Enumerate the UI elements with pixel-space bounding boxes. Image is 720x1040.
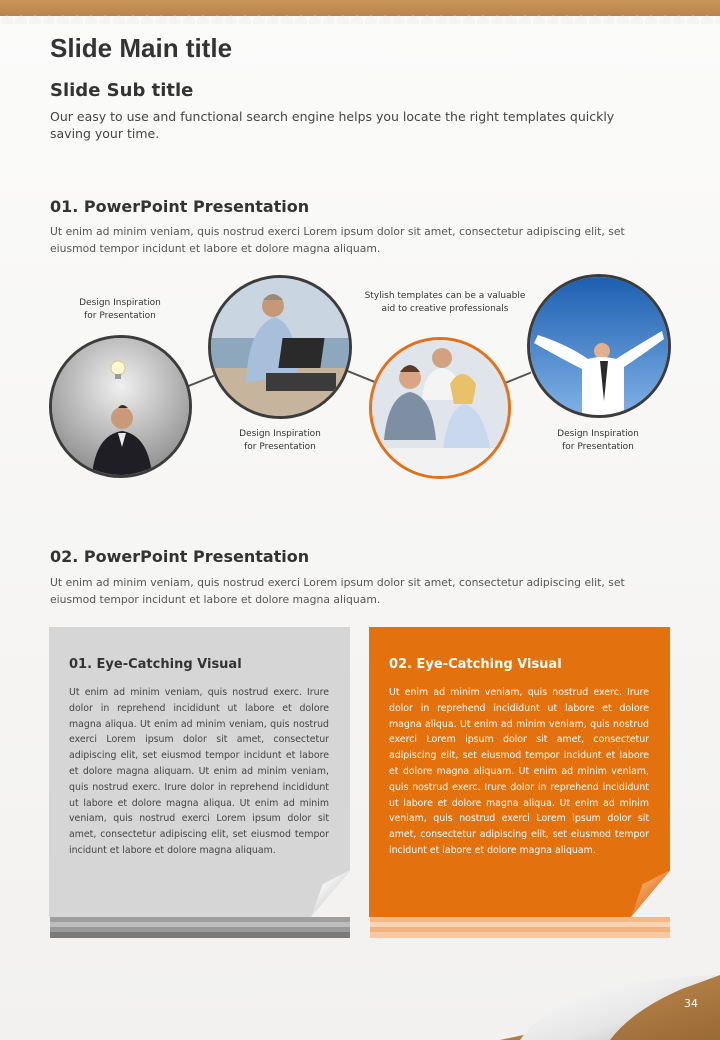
arms-raised-illustration — [530, 277, 668, 415]
photo-business-team — [369, 337, 511, 479]
photo-arms-raised-man — [527, 274, 671, 418]
business-team-illustration — [372, 340, 508, 476]
page-title: Slide Main title — [50, 33, 233, 63]
scalloped-edge — [0, 10, 720, 24]
caption-stylish-templates: Stylish templates can be a valuable aid to creative professionals — [364, 291, 526, 314]
page-corner-curl — [0, 950, 720, 1040]
card-title: 01. Eye-Catching Visual — [69, 657, 242, 672]
intro-text: Our easy to use and functional search engine helps you locate the right templates quickly saving your time. — [50, 109, 615, 141]
laptop-man-illustration — [211, 278, 349, 416]
card-body: Ut enim ad minim veniam, quis nostrud exerc. Irure dolor in reprehend incididunt ut labore et dolore magna aliqua. Ut enim ad minim veniam, quis nostrud exerci Lorem ipsum dolor sit amet, consectetur adipiscing elit, set eiusmod tempor incidunt et labore et dolore magna aliquam. Ut enim ad minim veniam, quis nostrud exerc. Irure dolor in reprehend incididunt ut labore et dolore magna aliqua. Ut enim ad minim veniam, quis nostrud exerci Lorem ipsum dolor sit amet, consectetur adipiscing elit, set eiusmod tempor incidunt et labore et dolore magna aliquam. — [69, 687, 329, 856]
photo-thinking-man — [49, 335, 192, 478]
page-number: 34 — [684, 997, 698, 1010]
card-eye-catching-2 — [369, 627, 670, 917]
card-stack-layer — [370, 932, 670, 938]
caption-design-inspiration-1: Design Inspiration for Presentation — [79, 298, 161, 321]
caption-design-inspiration-3: Design Inspiration for Presentation — [557, 429, 639, 452]
page-subtitle: Slide Sub title — [50, 80, 194, 101]
section1-body: Ut enim ad minim veniam, quis nostrud exerci Lorem ipsum dolor sit amet, consectetur adipiscing elit, set eiusmod tempor incidunt et labore et dolore magna aliquam. — [50, 225, 625, 255]
section2-title: 02. PowerPoint Presentation — [50, 547, 310, 566]
section2-body: Ut enim ad minim veniam, quis nostrud exerci Lorem ipsum dolor sit amet, consectetur adipiscing elit, set eiusmod tempor incidunt et labore et dolore magna aliquam. — [50, 576, 625, 606]
card-title: 02. Eye-Catching Visual — [389, 657, 562, 672]
card-eye-catching-1 — [49, 627, 350, 917]
caption-design-inspiration-2: Design Inspiration for Presentation — [239, 429, 321, 452]
section1-title: 01. PowerPoint Presentation — [50, 197, 310, 216]
card-body: Ut enim ad minim veniam, quis nostrud exerc. Irure dolor in reprehend incididunt ut labore et dolore magna aliqua. Ut enim ad minim veniam, quis nostrud exerci Lorem ipsum dolor sit amet, consectetur adipiscing elit, set eiusmod tempor incidunt et labore et dolore magna aliquam. Ut enim ad minim veniam, quis nostrud exerc. Irure dolor in reprehend incididunt ut labore et dolore magna aliqua. Ut enim ad minim veniam, quis nostrud exerci Lorem ipsum dolor sit amet, consectetur adipiscing elit, set eiusmod tempor incidunt et labore et dolore magna aliquam. — [389, 687, 649, 856]
thinking-man-illustration — [52, 338, 189, 475]
photo-laptop-man — [208, 275, 352, 419]
card-stack-layer — [50, 932, 350, 938]
